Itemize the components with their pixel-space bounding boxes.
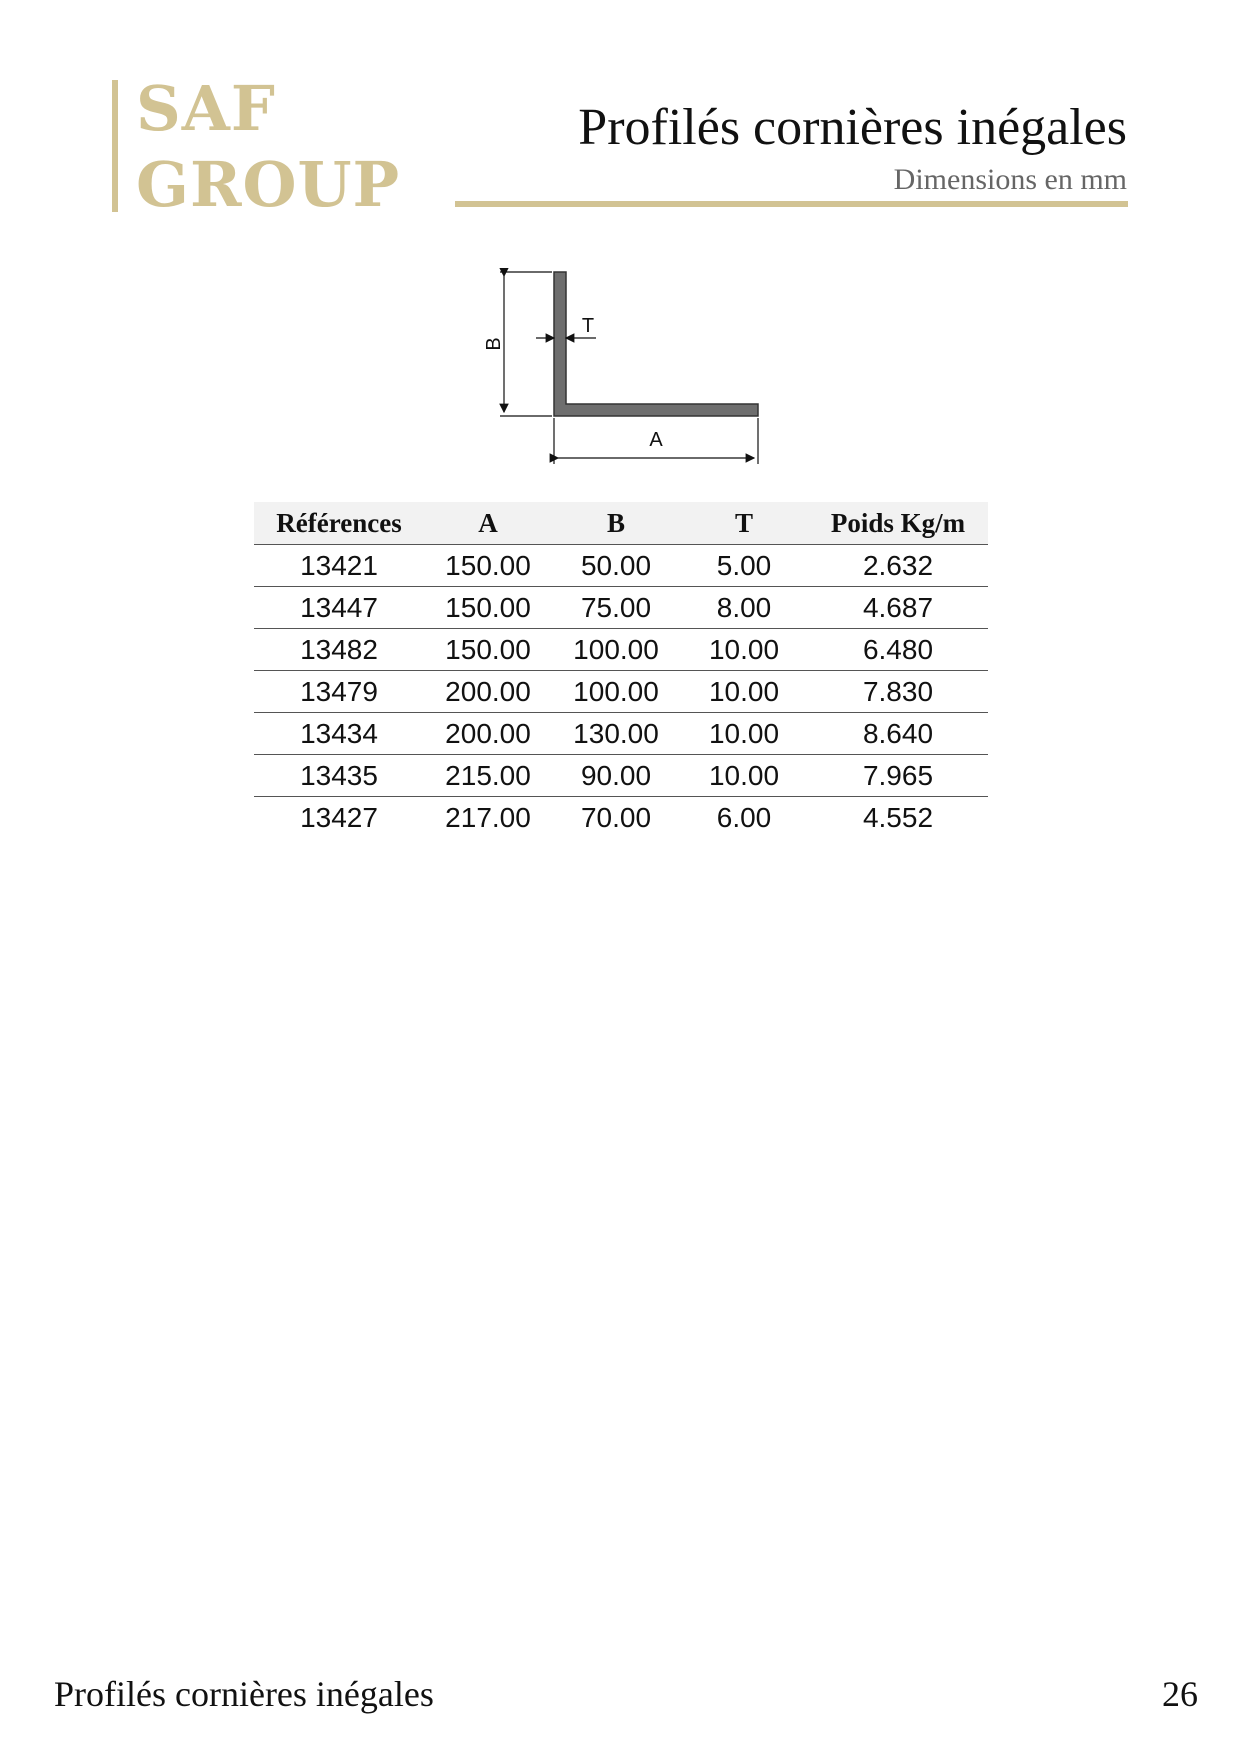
- footer-title: Profilés cornières inégales: [54, 1674, 434, 1714]
- cell-reference: 13421: [254, 545, 424, 587]
- table-row: [254, 797, 988, 839]
- page-title: Profilés cornières inégales: [578, 99, 1127, 156]
- cell-b: 50.00: [552, 545, 680, 587]
- cell-weight: 4.552: [862, 801, 934, 833]
- header-a: A: [424, 502, 552, 545]
- cell-t: 5.00: [680, 545, 808, 587]
- cell-b: 90.00: [552, 755, 680, 797]
- company-logo: [112, 72, 412, 221]
- cell-t: 10.00: [680, 713, 808, 755]
- page-number: 26: [1162, 1674, 1198, 1714]
- cell-b: 130.00: [552, 713, 680, 755]
- header-t: T: [680, 502, 808, 545]
- cell-reference: 13434: [254, 713, 424, 755]
- cell-reference: 13482: [254, 629, 424, 671]
- cell-b: 100.00: [552, 671, 680, 713]
- cell-weight: 4.687: [808, 587, 988, 629]
- angle-profile-shape: [554, 272, 758, 416]
- cell-a: 150.00: [424, 587, 552, 629]
- table-row: [254, 671, 988, 713]
- logo-line-1: SAF: [136, 72, 276, 145]
- cell-t: 8.00: [680, 587, 808, 629]
- cell-weight: 7.965: [808, 755, 988, 797]
- logo-bar: [112, 80, 118, 212]
- cell-a: 215.00: [424, 755, 552, 797]
- cell-weight: 7.830: [808, 671, 988, 713]
- header-references: Références: [254, 502, 424, 545]
- cell-a: 200.00: [424, 713, 552, 755]
- cell-t: 10.00: [680, 629, 808, 671]
- dimensions-table: [254, 502, 988, 838]
- header-rule: [455, 201, 1128, 207]
- dimension-a: [554, 418, 758, 464]
- cell-b: 75.00: [552, 587, 680, 629]
- table-row: [254, 713, 988, 755]
- table-row: [254, 755, 988, 797]
- cell-reference: 13427: [300, 801, 378, 833]
- angle-profile-diagram: [470, 268, 770, 478]
- cell-reference: 13447: [254, 587, 424, 629]
- dimension-a-label: A: [649, 429, 663, 451]
- dimension-b-label: B: [483, 337, 505, 351]
- page-subtitle: Dimensions en mm: [893, 163, 1127, 196]
- cell-reference: 13479: [254, 671, 424, 713]
- cell-weight: 6.480: [808, 629, 988, 671]
- cell-a: 200.00: [424, 671, 552, 713]
- cell-a: 150.00: [424, 545, 552, 587]
- cell-t: 6.00: [716, 801, 772, 833]
- cell-a: 217.00: [445, 801, 531, 833]
- header-weight: Poids Kg/m: [808, 502, 988, 545]
- cell-weight: 2.632: [808, 545, 988, 587]
- cell-a: 150.00: [424, 629, 552, 671]
- table-row: [254, 629, 988, 671]
- cell-b: 70.00: [580, 801, 652, 833]
- cell-t: 10.00: [680, 755, 808, 797]
- table-header-row: [254, 502, 988, 545]
- cell-reference: 13435: [254, 755, 424, 797]
- dimension-t-label: T: [581, 315, 595, 337]
- cell-weight: 8.640: [808, 713, 988, 755]
- cell-b: 100.00: [552, 629, 680, 671]
- table-row: [254, 545, 988, 587]
- header-b: B: [552, 502, 680, 545]
- dimension-b: [483, 272, 552, 416]
- table-row: [254, 587, 988, 629]
- logo-line-2: GROUP: [136, 148, 401, 221]
- cell-t: 10.00: [680, 671, 808, 713]
